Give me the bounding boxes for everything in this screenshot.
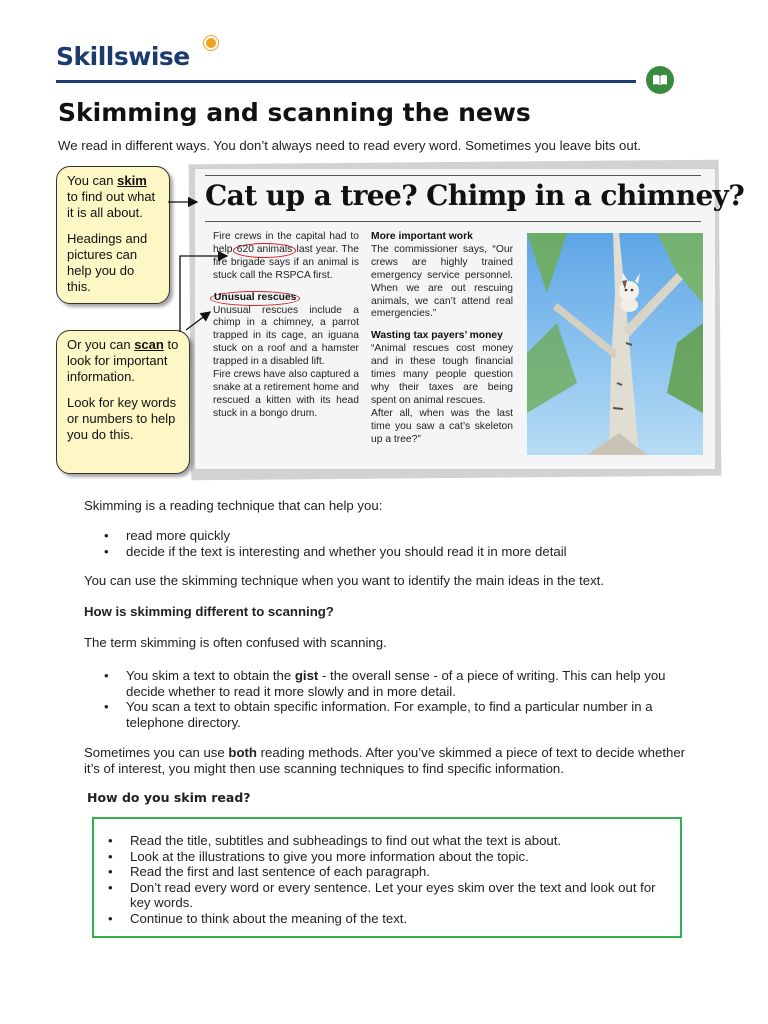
list-item: • You skim a text to obtain the gist - the overall sense - of a piece of writing. This can help you decide whether to read it more slowly and in more detail.: [102, 668, 702, 699]
skimming-intro: Skimming is a reading technique that can help you:: [84, 498, 383, 513]
list-item: • read more quickly: [102, 528, 567, 544]
how-to-heading: How do you skim read?: [87, 790, 251, 805]
both-methods-text: Sometimes you can use both reading methods. After you’ve skimmed a piece of text to decide whether it’s of interest, you might then use scanning techniques to find specific information.: [84, 745, 686, 776]
cat-in-tree-photo: [527, 233, 703, 455]
newspaper-headline: Cat up a tree? Chimp in a chimney?: [205, 179, 745, 212]
circled-number: 620 animals: [233, 243, 297, 258]
list-item: • Read the first and last sentence of each paragraph.: [106, 864, 676, 880]
list-item: • decide if the text is interesting and whether you should read it in more detail: [102, 544, 567, 560]
article-paragraph: Fire crews in the capital had to help 620 animals last year. The fire brigade says if an animal is stuck call the RSPCA first.: [213, 231, 359, 281]
scan-keyword: scan: [134, 337, 164, 352]
skillswise-logo: Skillswise: [56, 42, 190, 71]
confused-text: The term skimming is often confused with scanning.: [84, 635, 387, 650]
scan-callout: Or you can scan to look for important information. Look for key words or numbers to help you do this.: [56, 330, 190, 474]
tips-list: [106, 833, 676, 926]
circled-subheading: Unusual rescues: [210, 291, 300, 306]
list-item: • Continue to think about the meaning of the text.: [106, 911, 676, 927]
headline-rule-bottom: [205, 221, 701, 222]
article-subheading: Wasting tax payers’ money: [371, 330, 503, 342]
article-paragraph: Fire crews have also captured a snake at a retirement home and rescued a kitten with its head stuck in a bongo drum.: [213, 369, 359, 419]
article-subheading: More important work: [371, 231, 473, 242]
list-item: • Look at the illustrations to give you more information about the topic.: [106, 849, 676, 865]
list-item: • You scan a text to obtain specific information. For example, to find a particular number in a telephone directory.: [102, 699, 702, 730]
tips-box: [92, 817, 682, 938]
list-item: • Read the title, subtitles and subheadings to find out what the text is about.: [106, 833, 676, 849]
skim-scan-list: [102, 668, 702, 730]
headline-rule-top: [205, 175, 701, 176]
question-heading: How is skimming different to scanning?: [84, 604, 334, 619]
book-icon: [646, 66, 674, 94]
skimming-list: [102, 528, 567, 559]
article-paragraph: After all, when was the last time you saw a cat’s skeleton up a tree?”: [371, 407, 513, 445]
skim-keyword: skim: [117, 173, 147, 188]
skim-callout: You can skim to find out what it is all about. Headings and pictures can help you do this.: [56, 166, 170, 304]
header-rule: [56, 80, 636, 83]
article-column-1: [213, 231, 359, 421]
list-item: • Don’t read every word or every sentence. Let your eyes skim over the text and look out for key words.: [106, 880, 676, 911]
article-column-2: [371, 231, 513, 447]
article-paragraph: “Animal rescues cost money and in these tough financial times many people question why their taxes are being spent on animal rescues.: [371, 343, 513, 406]
newspaper-clipping: [194, 168, 745, 470]
logo-sun-icon: [206, 38, 216, 48]
article-paragraph: The commissioner says, “Our crews are highly trained emergency service personnel. When we are out rescuing animals, we can’t attend real emergencies.”: [371, 243, 513, 320]
article-paragraph: Unusual rescues include a chimp in a chimney, a parrot trapped in its cage, an iguana stuck on a roof and a hamster trapped in a disabled lift.: [213, 304, 359, 368]
main-ideas-text: You can use the skimming technique when you want to identify the main ideas in the text.: [84, 573, 604, 588]
intro-text: We read in different ways. You don’t always need to read every word. Sometimes you leave bits out.: [58, 138, 642, 153]
page-title: Skimming and scanning the news: [58, 98, 531, 127]
